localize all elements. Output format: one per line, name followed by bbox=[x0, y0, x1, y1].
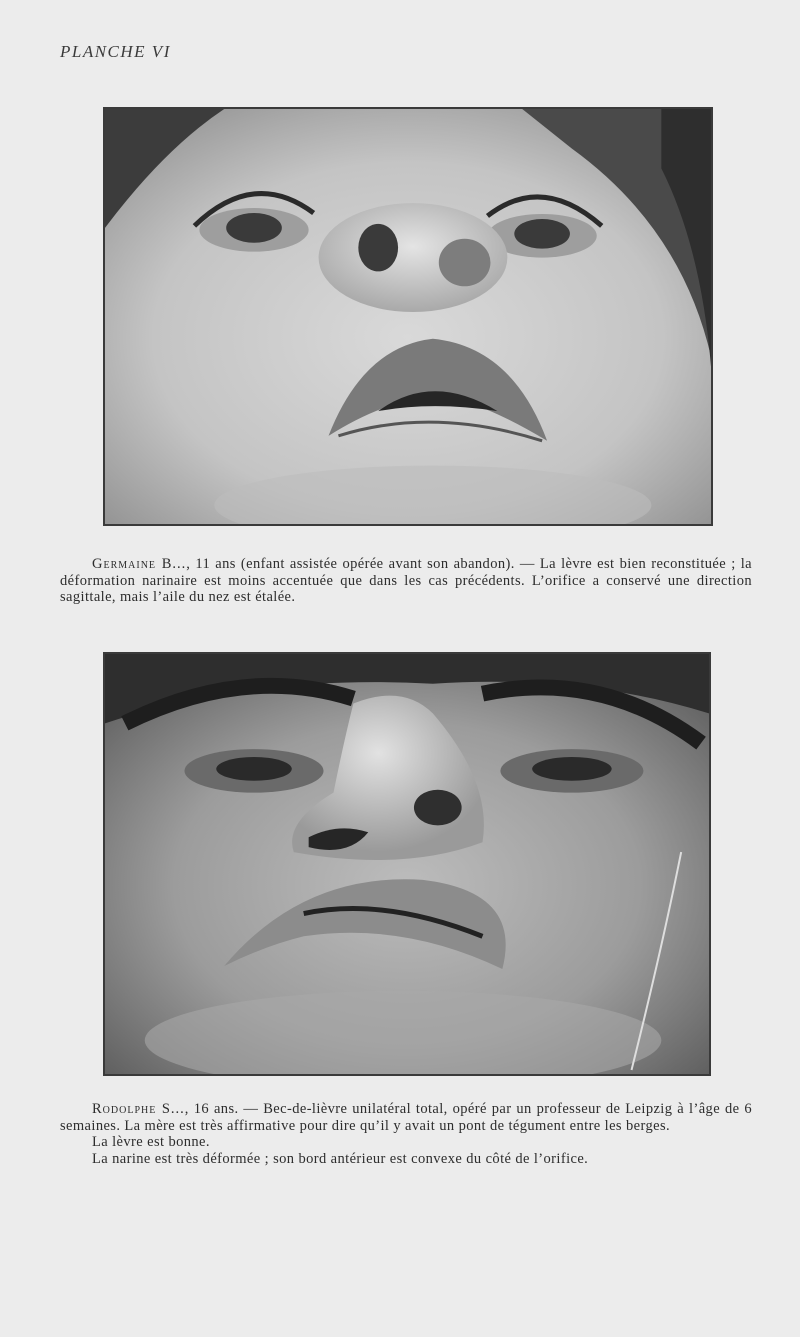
caption-2-line-2: La lèvre est bonne. bbox=[92, 1134, 210, 1151]
caption-2-line-3: La narine est très déformée ; son bord antérieur est convexe du côté de l’orifice. bbox=[92, 1150, 589, 1167]
caption-2-name: Rodolphe S... bbox=[92, 1101, 185, 1117]
caption-2-text: , 16 ans. — Bec-de-lièvre unilatéral total, opéré par un professeur de Leipzig à l’âge de 6 semaines. La mère est très affirmative pour dire qu’il y avait un pont de tégument entre les berges. bbox=[60, 1101, 752, 1134]
face-photo-2 bbox=[105, 654, 709, 1074]
caption-1-name: Germaine B... bbox=[92, 556, 187, 572]
plate-header: PLANCHE VI bbox=[60, 42, 171, 61]
caption-1-text: , 11 ans (enfant assistée opérée avant son abandon). — La lèvre est bien reconstituée ; la déformation narinaire est moins accentuée que dans les cas précédents. L’orifice a conservé une direction sagittale, mais l’aile du nez est étalée. bbox=[60, 556, 752, 606]
photo-rodolphe bbox=[103, 652, 711, 1076]
caption-figure-1 bbox=[60, 556, 752, 606]
face-photo-1 bbox=[105, 109, 711, 524]
photo-germaine bbox=[103, 107, 713, 526]
caption-figure-2 bbox=[60, 1101, 752, 1167]
